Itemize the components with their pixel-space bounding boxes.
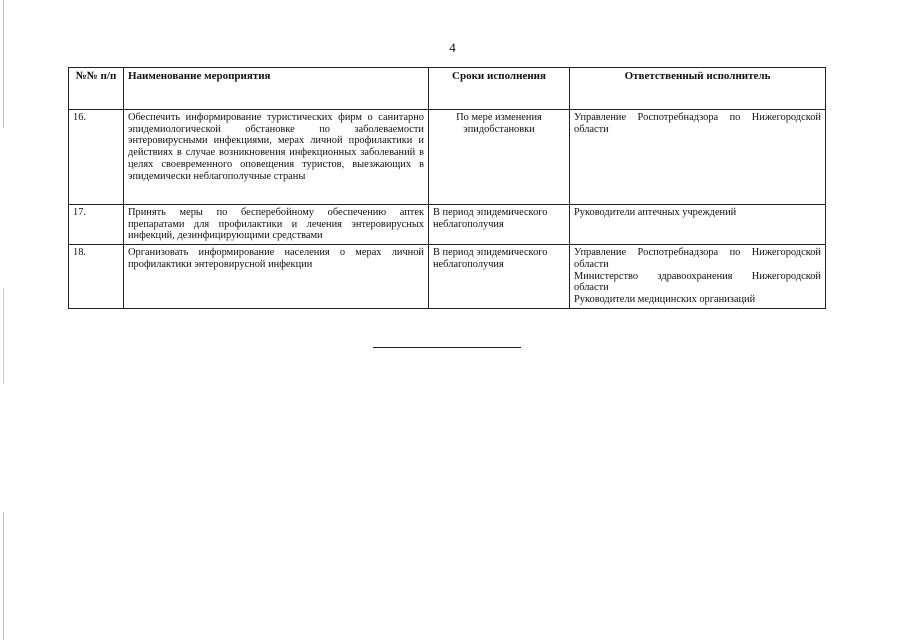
row-deadline: В период эпидемического неблагополучия — [429, 245, 570, 309]
row-measure: Обеспечить информирование туристических фирм о санитарно эпидемиологической обстановке по заболеваемости энтеровирусными инфекциями, мерах личной профилактики и действиях в случае возникновения инфекционных заболеваний в целях своевременного оповещения туристов, выезжающих в эпидемически неблагополучные страны — [124, 110, 429, 205]
table-header-row — [69, 68, 826, 110]
responsible-line: Управление Роспотребнадзора по Нижегородской области — [574, 247, 821, 270]
row-number: 16. — [69, 110, 124, 205]
row-responsible — [570, 205, 826, 245]
responsible-line: Министерство здравоохранения Нижегородской области — [574, 270, 821, 294]
responsible-line: Руководители аптечных учреждений — [574, 207, 737, 218]
row-number: 18. — [69, 245, 124, 309]
table-row — [69, 110, 826, 205]
row-deadline: В период эпидемического неблагополучия — [429, 205, 570, 245]
responsible-line: Управление Роспотребнадзора по Нижегородской области — [574, 112, 821, 135]
page-number: 4 — [449, 40, 456, 55]
closing-rule-line — [373, 347, 521, 348]
responsible-line: Руководители медицинских организаций — [574, 293, 756, 305]
header-number: №№ п/п — [69, 68, 124, 110]
table-row — [69, 245, 826, 309]
row-responsible — [570, 245, 826, 309]
row-number: 17. — [69, 205, 124, 245]
table-row — [69, 205, 826, 245]
row-measure: Организовать информирование населения о мерах личной профилактики энтеровирусной инфекции — [124, 245, 429, 309]
row-measure: Принять меры по бесперебойному обеспечению аптек препаратами для профилактики и лечения энтеровирусных инфекций, дезинфицирующими средствами — [124, 205, 429, 245]
measures-table — [68, 67, 826, 309]
header-responsible: Ответственный исполнитель — [570, 68, 826, 110]
header-measure-name: Наименование мероприятия — [124, 68, 429, 110]
header-deadline: Сроки исполнения — [429, 68, 570, 110]
scan-margin-mark — [3, 0, 4, 640]
row-deadline: По мере изменения эпидобстановки — [429, 110, 570, 205]
row-responsible — [570, 110, 826, 205]
